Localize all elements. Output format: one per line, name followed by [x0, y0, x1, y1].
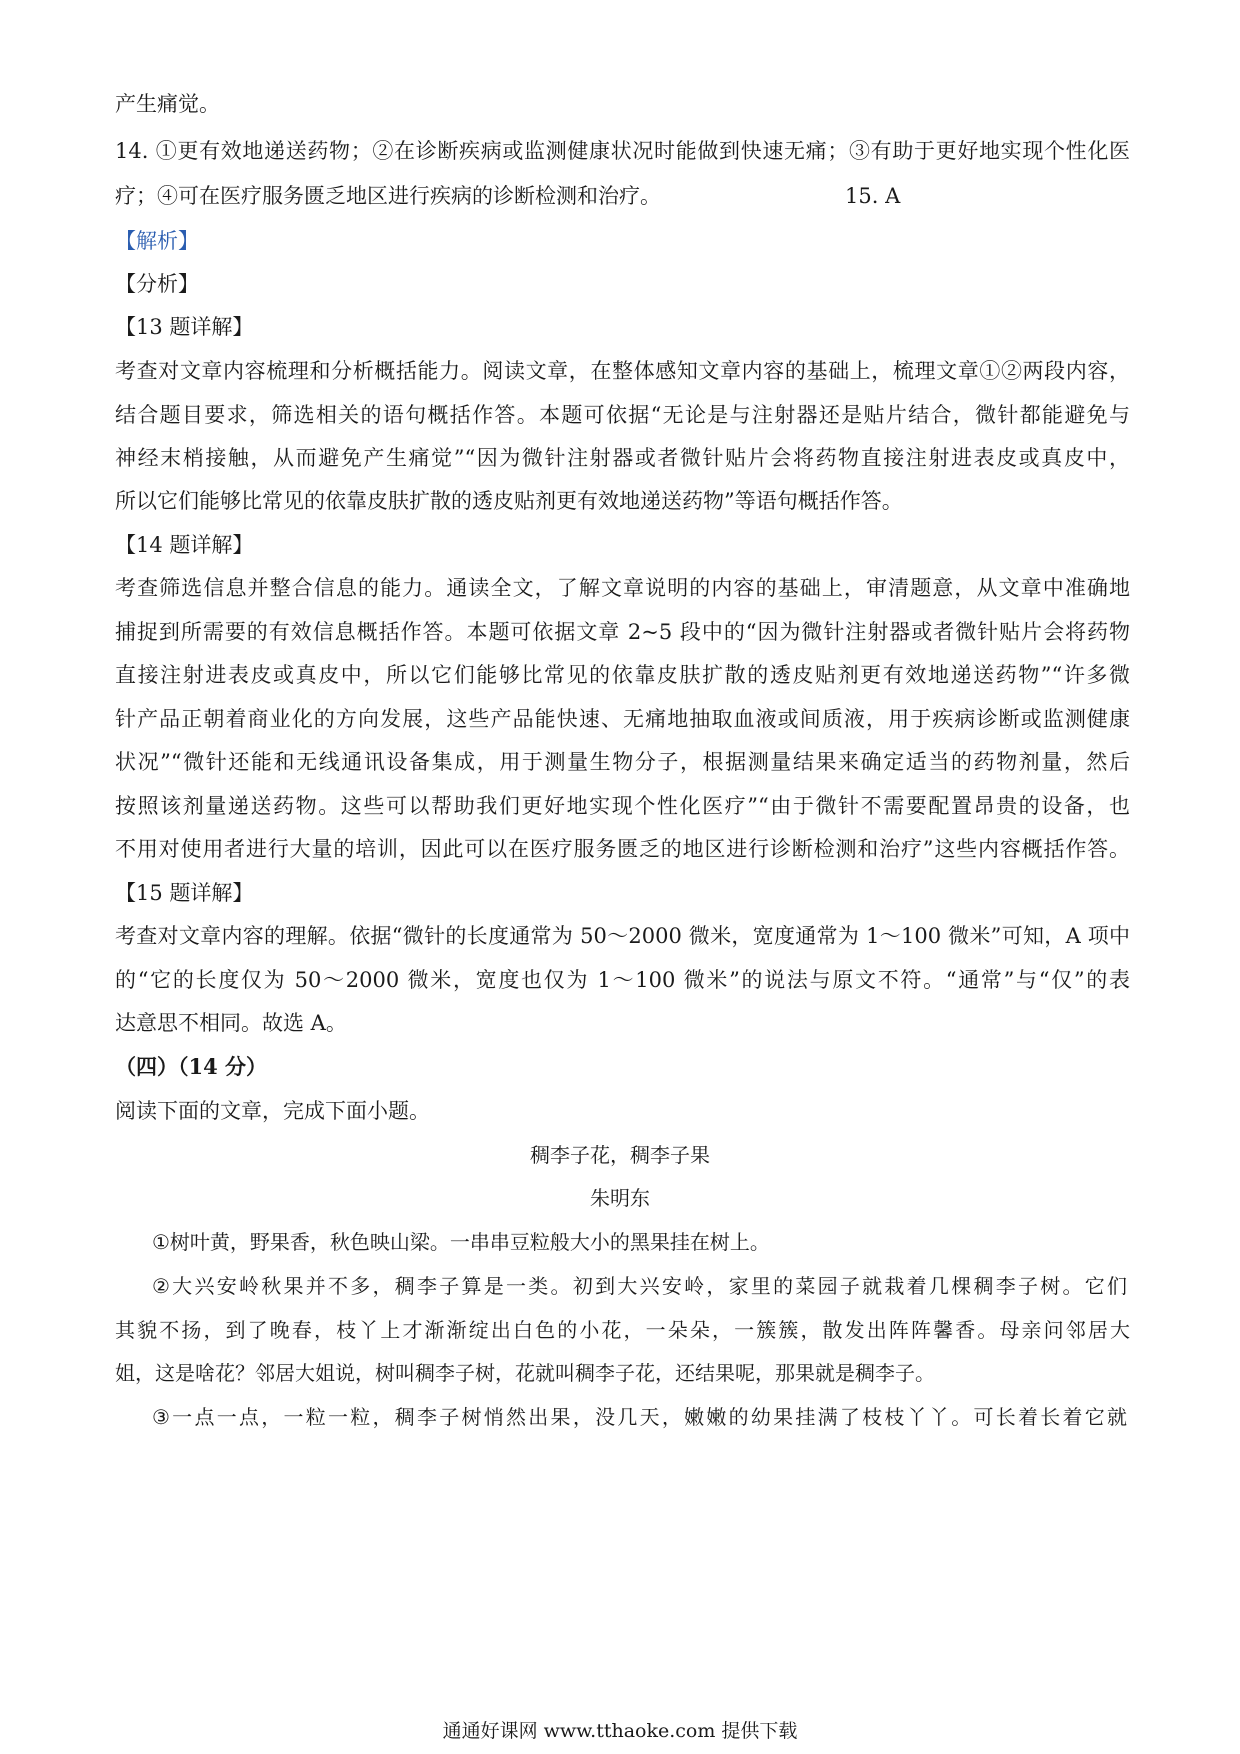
q14-paragraph-line: 不用对使用者进行大量的培训，因此可以在医疗服务匮乏的地区进行诊断检测和治疗”这些内容概括作答。 — [115, 837, 1130, 861]
article-paragraph-2-line: 其貌不扬，到了晚春，枝丫上才渐渐绽出白色的小花，一朵朵，一簇簇，散发出阵阵馨香。母亲问邻居大 — [115, 1318, 1130, 1342]
q13-paragraph-line: 考查对文章内容梳理和分析概括能力。阅读文章，在整体感知文章内容的基础上，梳理文章①②两段内容， — [115, 359, 1130, 383]
q13-paragraph-line: 所以它们能够比常见的依靠皮肤扩散的透皮贴剂更有效地递送药物”等语句概括作答。 — [115, 489, 903, 513]
q15-paragraph-line: 考查对文章内容的理解。依据“微针的长度通常为 50～2000 微米，宽度通常为 1～100 微米”可知，A 项中 — [115, 924, 1130, 948]
q13-paragraph-line: 神经末梢接触，从而避免产生痛觉”“因为微针注射器或者微针贴片会将药物直接注射进表皮或真皮中， — [115, 446, 1130, 470]
article-author: 朱明东 — [590, 1186, 650, 1210]
page-footer: 通通好课网 www.tthaoke.com 提供下载 — [442, 1720, 798, 1742]
q14-paragraph-line: 考查筛选信息并整合信息的能力。通读全文，了解文章说明的内容的基础上，审清题意，从文章中准确地 — [115, 576, 1130, 600]
article-paragraph-2-line: 姐，这是啥花？邻居大姐说，树叫稠李子树，花就叫稠李子花，还结果呢，那果就是稠李子。 — [115, 1361, 935, 1385]
answer-14-text: 疗；④可在医疗服务匮乏地区进行疾病的诊断检测和治疗。 — [115, 184, 661, 208]
q13-paragraph-line: 结合题目要求，筛选相关的语句概括作答。本题可依据“无论是与注射器还是贴片结合，微针都能避免与 — [115, 403, 1130, 427]
q14-paragraph-line: 针产品正朝着商业化的方向发展，这些产品能快速、无痛地抽取血液或间质液，用于疾病诊断或监测健康 — [115, 707, 1130, 731]
jiexi-heading: 【解析】 — [115, 229, 199, 253]
instruction-text: 阅读下面的文章，完成下面小题。 — [115, 1099, 430, 1123]
answer-15: 15. A — [845, 184, 901, 208]
article-title: 稠李子花，稠李子果 — [530, 1143, 710, 1167]
q14-paragraph-line: 直接注射进表皮或真皮中，所以它们能够比常见的依靠皮肤扩散的透皮贴剂更有效地递送药物”“许多微 — [115, 663, 1130, 687]
answer-14-line — [115, 182, 901, 210]
q15-paragraph-line: 达意思不相同。故选 A。 — [115, 1011, 347, 1035]
article-paragraph-3-line: ③一点一点，一粒一粒，稠李子树悄然出果，没几天，嫩嫩的幼果挂满了枝枝丫丫。可长着长着它就 — [152, 1405, 1127, 1429]
q14-paragraph-line: 状况”“微针还能和无线通讯设备集成，用于测量生物分子，根据测量结果来确定适当的药物剂量，然后 — [115, 750, 1130, 774]
article-paragraph-2-line: ②大兴安岭秋果并不多，稠李子算是一类。初到大兴安岭，家里的菜园子就栽着几棵稠李子树。它们 — [152, 1274, 1127, 1298]
q14-paragraph-line: 捕捉到所需要的有效信息概括作答。本题可依据文章 2~5 段中的“因为微针注射器或者微针贴片会将药物 — [115, 620, 1130, 644]
answer-line: 产生痛觉。 — [115, 92, 220, 116]
fenxi-heading: 【分析】 — [115, 272, 199, 296]
q15-paragraph-line: 的“它的长度仅为 50～2000 微米，宽度也仅为 1～100 微米”的说法与原文不符。“通常”与“仅”的表 — [115, 968, 1130, 992]
q14-heading: 【14 题详解】 — [115, 533, 254, 557]
q14-paragraph-line: 按照该剂量递送药物。这些可以帮助我们更好地实现个性化医疗”“由于微针不需要配置昂贵的设备，也 — [115, 794, 1130, 818]
answer-14-line: 14. ①更有效地递送药物；②在诊断疾病或监测健康状况时能做到快速无痛；③有助于更好地实现个性化医 — [115, 139, 1130, 163]
section-four-heading: （四）（14 分） — [115, 1054, 268, 1079]
article-paragraph-1: ①树叶黄，野果香，秋色映山梁。一串串豆粒般大小的黑果挂在树上。 — [152, 1230, 770, 1254]
q13-heading: 【13 题详解】 — [115, 315, 254, 339]
q15-heading: 【15 题详解】 — [115, 881, 254, 905]
